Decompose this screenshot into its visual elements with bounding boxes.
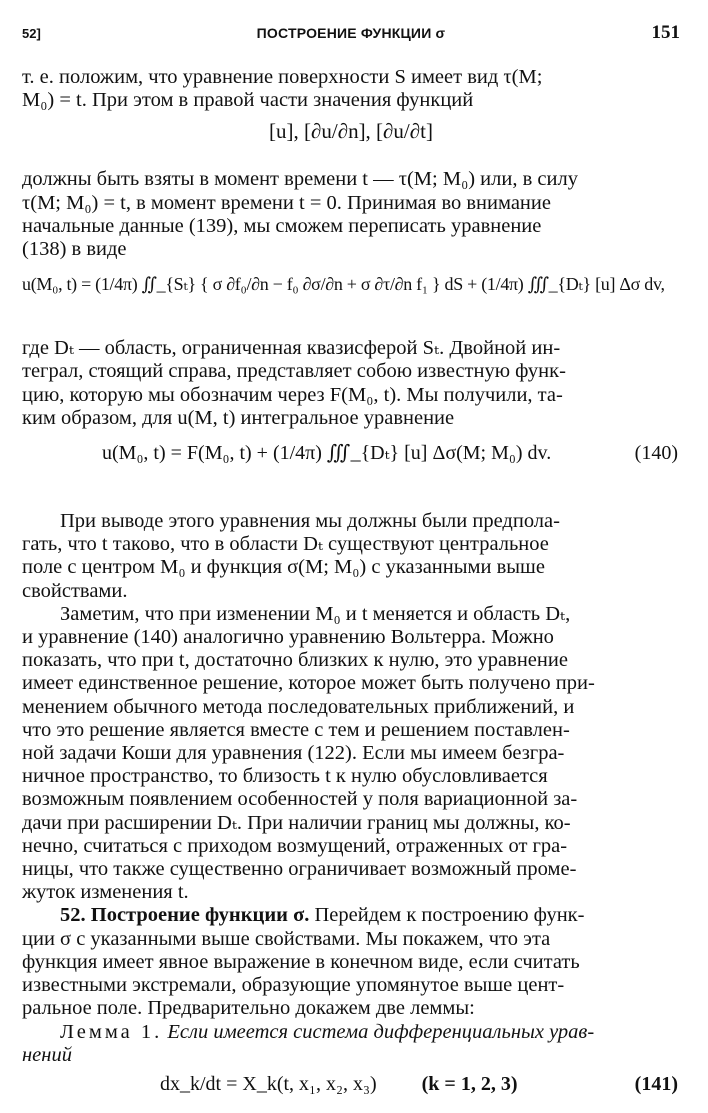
text-line: ницы, что также существенно ограничивает возможный проме- [22, 858, 577, 881]
text-line: ной задачи Коши для уравнения (122). Если мы имеем безгра- [22, 742, 565, 765]
text-line: и уравнение (140) аналогично уравнению Вольтерра. Можно [22, 626, 554, 649]
page-body [22, 66, 680, 1113]
equation-jump-values: [u], [∂u/∂n], [∂u/∂t] [269, 119, 433, 144]
text-line: τ(M; M₀) = t, в момент времени t = 0. Принимая во внимание [22, 191, 551, 214]
text-line: нений [22, 1043, 72, 1066]
text-line: что это решение является вместе с тем и решением поставлен- [22, 718, 570, 741]
text-line: (138) в виде [22, 238, 127, 261]
lemma-line: Лемма 1. Если имеется система дифференциальных урав- [60, 1020, 595, 1043]
text-line: должны быть взяты в момент времени t — τ(M; M₀) или, в силу [22, 168, 578, 191]
lemma-label: Лемма 1. [60, 1020, 163, 1043]
equation-number: (141) [634, 1072, 678, 1095]
text-line: ральное поле. Предварительно докажем две леммы: [22, 997, 475, 1020]
text-line: поле с центром M₀ и функция σ(M; M₀) с указанными выше [22, 556, 545, 579]
text-line: показать, что при t, достаточно близких к нулю, это уравнение [22, 649, 568, 672]
equation-140: u(M₀, t) = F(M₀, t) + (1/4π) ∭_{Dₜ} [u] Δσ(M; M₀) dv. (140) [102, 442, 678, 465]
running-title: ПОСТРОЕНИЕ ФУНКЦИИ σ [256, 25, 446, 41]
text-line: цию, которую мы обозначим через F(M₀, t). Мы получили, та- [22, 383, 563, 406]
text-line: т. е. положим, что уравнение поверхности S имеет вид τ(M; [22, 66, 543, 88]
text-line: начальные данные (139), мы сможем переписать уравнение [22, 214, 542, 237]
text-line: менением обычного метода последовательных приближений, и [22, 695, 575, 718]
text-line: известными экстремали, образующие упомянутое выше цент- [22, 974, 565, 997]
section-52-first-line: 52. Построение функции σ. Перейдем к построению функ- [60, 904, 585, 927]
equation-condition: (k = 1, 2, 3) [421, 1072, 518, 1095]
text-line: функция имеет явное выражение в конечном виде, если считать [22, 950, 580, 973]
text-line: теграл, стоящий справа, представляет собою известную функ- [22, 360, 566, 383]
equation-138-rewritten: u(M₀, t) = (1/4π) ∬_{Sₜ} { σ ∂f₀/∂n − f₀ ∂σ/∂n + σ ∂τ/∂n f₁ } dS + (1/4π) ∭_{Dₜ} [u] Δσ dv, [22, 274, 665, 295]
equation-number: (140) [634, 442, 678, 465]
section-ref: 52] [22, 26, 41, 41]
text-line: нечно, считаться с приходом возмущений, отраженных от гра- [22, 834, 568, 857]
text-line: ничное пространство, то близость t к нулю обусловливается [22, 765, 548, 788]
text-line: ции σ с указанными выше свойствами. Мы покажем, что эта [22, 927, 551, 950]
equation-141: dx_k/dt = X_k(t, x₁, x₂, x₃) (k = 1, 2, 3) (141) [160, 1072, 678, 1095]
text-line: При выводе этого уравнения мы должны были предпола- [60, 510, 560, 533]
text-line: M₀) = t. При этом в правой части значения функций [22, 89, 474, 112]
text-line: свойствами. [22, 579, 128, 602]
section-heading: 52. Построение функции σ. [60, 904, 310, 927]
text-line: дачи при расширении Dₜ. При наличии границ мы должны, ко- [22, 811, 571, 834]
text-line: имеет единственное решение, которое может быть получено при- [22, 672, 595, 695]
text-line: ким образом, для u(M, t) интегральное уравнение [22, 406, 455, 429]
running-header [22, 22, 680, 46]
text-line: возможным появлением особенностей у поля вариационной за- [22, 788, 578, 811]
text-line: жуток изменения t. [22, 881, 189, 904]
text-line: гать, что t таково, что в области Dₜ существуют центральное [22, 533, 549, 556]
text-line: Заметим, что при изменении M₀ и t меняется и область Dₜ, [60, 602, 571, 625]
text-line: где Dₜ — область, ограниченная квазисферой Sₜ. Двойной ин- [22, 337, 561, 360]
page-number: 151 [651, 22, 680, 43]
